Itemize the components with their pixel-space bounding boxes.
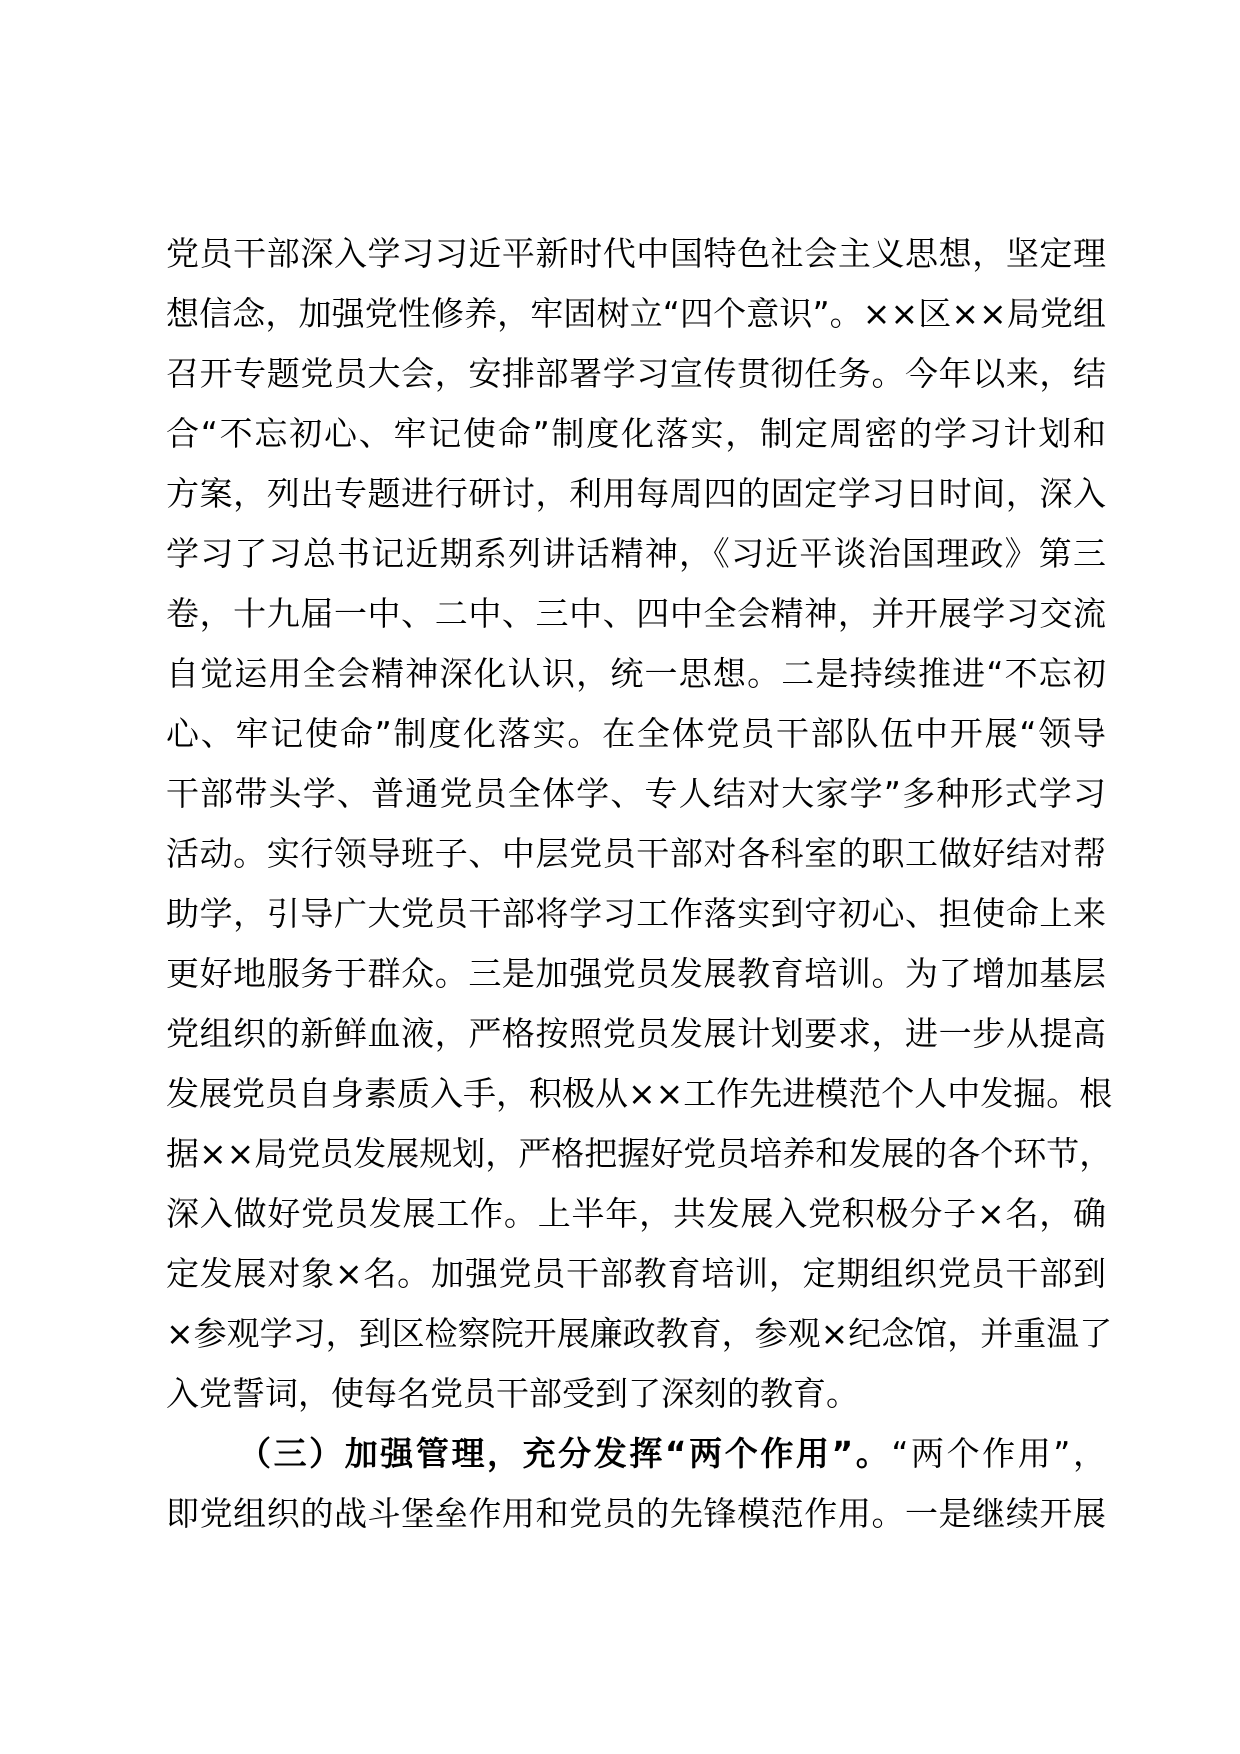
body-line-9: 心、牢记使命”制度化落实。在全体党员干部队伍中开展“领导 (166, 714, 1106, 753)
body-line-4: 合“不忘初心、牢记使命”制度化落实，制定周密的学习计划和 (166, 414, 1106, 453)
section-3-heading-rest: “两个作用”， (891, 1434, 1106, 1473)
body-line-13: 更好地服务于群众。三是加强党员发展教育培训。为了增加基层 (166, 954, 1106, 993)
section-3-first-line (166, 1424, 1106, 1484)
body-line-1: 党员干部深入学习习近平新时代中国特色社会主义思想，坚定理 (166, 234, 1106, 273)
body-line-10: 干部带头学、普通党员全体学、专人结对大家学”多种形式学习 (166, 774, 1106, 813)
body-line-5: 方案，列出专题进行研讨，利用每周四的固定学习日时间，深入 (166, 474, 1106, 513)
body-line-11: 活动。实行领导班子、中层党员干部对各科室的职工做好结对帮 (166, 834, 1106, 873)
body-line-16: 据××局党员发展规划，严格把握好党员培养和发展的各个环节， (166, 1134, 1113, 1173)
body-line-8: 自觉运用全会精神深化认识，统一思想。二是持续推进“不忘初 (166, 654, 1106, 693)
section-3-line-2: 即党组织的战斗堡垒作用和党员的先锋模范作用。一是继续开展 (166, 1494, 1106, 1533)
section-3-heading: （三）加强管理，充分发挥“两个作用”。 (238, 1434, 892, 1473)
body-line-6: 学习了习总书记近期系列讲话精神，《习近平谈治国理政》第三 (166, 534, 1106, 573)
body-line-2: 想信念，加强党性修养，牢固树立“四个意识”。××区××局党组 (166, 294, 1106, 333)
body-line-12: 助学，引导广大党员干部将学习工作落实到守初心、担使命上来 (166, 894, 1106, 933)
body-line-3: 召开专题党员大会，安排部署学习宣传贯彻任务。今年以来，结 (166, 354, 1106, 393)
body-line-15: 发展党员自身素质入手，积极从××工作先进模范个人中发掘。根 (166, 1074, 1113, 1113)
body-line-19: ×参观学习，到区检察院开展廉政教育，参观×纪念馆，并重温了 (166, 1314, 1113, 1353)
body-line-14: 党组织的新鲜血液，严格按照党员发展计划要求，进一步从提高 (166, 1014, 1106, 1053)
body-line-7: 卷，十九届一中、二中、三中、四中全会精神，并开展学习交流 (166, 594, 1106, 633)
body-line-20: 入党誓词，使每名党员干部受到了深刻的教育。 (166, 1374, 859, 1413)
body-line-18: 定发展对象×名。加强党员干部教育培训，定期组织党员干部到 (166, 1254, 1106, 1293)
document-body (166, 224, 1113, 1544)
body-line-17: 深入做好党员发展工作。上半年，共发展入党积极分子×名，确 (166, 1194, 1106, 1233)
